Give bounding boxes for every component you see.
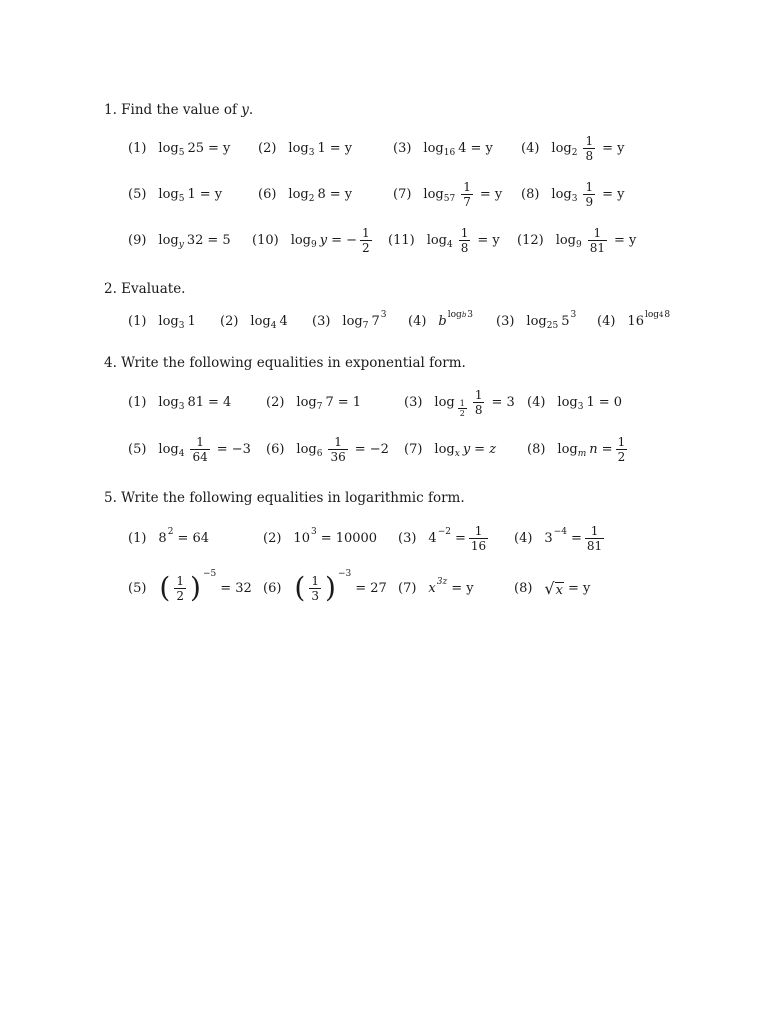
exponent: −5 <box>202 569 217 579</box>
expression <box>158 314 195 329</box>
item-number: (6) <box>258 186 277 202</box>
fraction <box>469 524 488 553</box>
expression <box>296 435 389 464</box>
numerator: 1 <box>362 225 370 240</box>
denominator: 8 <box>460 240 469 255</box>
rhs: = y <box>451 580 474 596</box>
numerator: 1 <box>474 523 483 538</box>
expression <box>158 527 210 546</box>
rhs: = y <box>602 140 625 156</box>
item-number: (3) <box>393 140 412 156</box>
exponent <box>645 310 670 320</box>
item-number: (10) <box>252 232 279 248</box>
log-fn: log <box>434 441 455 457</box>
expression <box>551 134 624 163</box>
power-base: 4 <box>428 530 437 546</box>
numerator: 1 <box>176 573 184 588</box>
log-base: x <box>454 449 460 459</box>
exponent-log: log <box>644 310 660 320</box>
item-number: (8) <box>521 186 540 202</box>
denominator: 2 <box>617 449 626 464</box>
exponent: 3 <box>570 310 577 320</box>
fraction <box>588 226 607 255</box>
rhs: = 32 <box>220 580 252 596</box>
item-number: (7) <box>393 186 412 202</box>
rhs: = −3 <box>216 441 251 457</box>
log-arg: 81 <box>187 394 205 410</box>
fraction <box>473 388 485 417</box>
expression <box>544 524 607 553</box>
item-number: (4) <box>514 530 533 546</box>
exponent: −2 <box>437 527 451 537</box>
expression <box>423 180 502 209</box>
expression <box>557 395 622 410</box>
rhs: = z <box>474 441 497 457</box>
fraction <box>459 226 471 255</box>
numerator: 1 <box>593 225 602 240</box>
log-fn: log <box>551 186 572 202</box>
numerator: 1 <box>617 434 626 449</box>
rhs: = y <box>208 140 231 156</box>
rhs: = 5 <box>207 232 231 248</box>
section-5-title: 5. Write the following equalities in logarithmic form. <box>104 490 465 506</box>
s1-item-6 <box>258 174 352 214</box>
fraction <box>309 574 321 603</box>
log-fn: log <box>158 441 179 457</box>
section-2-title: 2. Evaluate. <box>104 281 186 297</box>
log-base: 3 <box>178 321 185 331</box>
expression <box>544 579 590 598</box>
denominator: 16 <box>470 538 487 553</box>
log-fn: log <box>342 313 363 329</box>
log-arg: 1 <box>187 313 196 329</box>
numerator: 1 <box>585 179 594 194</box>
rhs: = <box>601 441 613 457</box>
rhs: = y <box>479 186 503 202</box>
denominator: 3 <box>311 588 319 603</box>
exponent-log-base: b <box>461 311 467 319</box>
log-fn: log <box>158 140 179 156</box>
log-base: 7 <box>362 321 369 331</box>
rhs: = y <box>470 140 493 156</box>
log-fn: log <box>551 140 572 156</box>
log-arg: y <box>462 441 471 457</box>
numerator: 1 <box>311 573 319 588</box>
expression <box>423 141 492 156</box>
exponent: −3 <box>337 569 352 579</box>
expression <box>158 187 222 202</box>
rhs: = 1 <box>337 394 362 410</box>
expression <box>158 395 231 410</box>
right-paren: ) <box>190 571 201 604</box>
item-number: (4) <box>527 394 546 410</box>
log-fn: log <box>250 313 271 329</box>
item-number: (1) <box>128 140 147 156</box>
rhs: = y <box>329 186 353 202</box>
fraction <box>461 180 473 209</box>
s1-item-8 <box>521 174 624 214</box>
exponent: 2 <box>167 527 174 537</box>
expression <box>556 226 637 255</box>
exponent: −4 <box>553 527 567 537</box>
exponent-log-base: 4 <box>659 311 664 319</box>
log-base: 7 <box>316 402 323 412</box>
s4-item-7 <box>404 429 496 469</box>
s2-item-3 <box>312 301 386 341</box>
item-number: (7) <box>404 441 423 457</box>
rhs: = − <box>331 232 358 248</box>
left-paren: ( <box>159 571 171 604</box>
numerator: 1 <box>334 434 342 449</box>
log-arg: 1 <box>317 140 326 156</box>
log-base: 9 <box>576 240 582 250</box>
log-base: 16 <box>443 148 456 158</box>
item-number: (3) <box>404 394 423 410</box>
log-base: 2 <box>571 148 578 158</box>
exponent <box>448 310 473 320</box>
rhs: = 10000 <box>320 530 378 546</box>
s5-item-4 <box>514 518 607 558</box>
expression <box>250 314 287 329</box>
fraction <box>583 134 595 163</box>
item-number: (8) <box>527 441 546 457</box>
fraction <box>190 435 209 464</box>
numerator: 1 <box>474 387 483 402</box>
s1-item-3 <box>393 128 493 168</box>
rhs: = y <box>567 580 591 596</box>
power-base: 8 <box>158 530 167 546</box>
radicand: x <box>555 582 563 598</box>
numerator: 1 <box>460 225 469 240</box>
fraction <box>328 435 347 464</box>
section-1-title-text: 1. Find the value of <box>104 102 242 118</box>
log-arg: 4 <box>279 313 288 329</box>
log-arg: 7 <box>371 313 380 329</box>
fraction <box>360 226 372 255</box>
log-fn: log <box>557 394 578 410</box>
s1-item-9 <box>128 220 231 260</box>
expression <box>291 226 375 255</box>
item-number: (7) <box>398 580 417 596</box>
item-number: (12) <box>517 232 544 248</box>
s2-item-5 <box>496 301 576 341</box>
exponent: 3 <box>380 310 387 320</box>
denominator: 8 <box>474 402 483 417</box>
log-base: 2 <box>308 194 315 204</box>
log-arg: 1 <box>187 186 196 202</box>
section-1-title-end: . <box>248 102 254 118</box>
log-fn: log <box>423 186 444 202</box>
log-fn: log <box>296 394 317 410</box>
rhs: = y <box>329 140 353 156</box>
exponent: 3z <box>436 577 448 587</box>
expression <box>288 187 352 202</box>
denominator: 64 <box>192 449 208 464</box>
log-arg: 4 <box>458 140 467 156</box>
log-base: m <box>577 449 587 459</box>
fraction <box>583 180 595 209</box>
denominator: 2 <box>362 240 370 255</box>
s2-item-2 <box>220 301 288 341</box>
rhs: = y <box>614 232 637 248</box>
expression <box>526 310 577 331</box>
denominator: 36 <box>330 449 346 464</box>
s2-item-1 <box>128 301 196 341</box>
item-number: (3) <box>398 530 417 546</box>
expression <box>428 577 474 596</box>
rhs: = <box>454 530 466 546</box>
expression <box>434 388 514 417</box>
expression <box>158 435 251 464</box>
item-number: (1) <box>128 394 147 410</box>
log-fn: log <box>288 186 309 202</box>
log-fn: log <box>158 232 179 248</box>
s5-item-3 <box>398 518 491 558</box>
item-number: (3) <box>312 313 331 329</box>
power-base: 16 <box>627 313 644 329</box>
numerator: 1 <box>196 434 204 449</box>
expression <box>342 310 387 331</box>
fraction <box>174 574 186 603</box>
log-arg: 1 <box>586 394 595 410</box>
expression <box>296 395 361 410</box>
s1-item-12 <box>517 220 636 260</box>
log-fn: log <box>158 313 179 329</box>
numerator: 1 <box>463 179 471 194</box>
rhs: = 3 <box>491 394 515 410</box>
log-fn: log <box>557 441 578 457</box>
item-number: (5) <box>128 441 147 457</box>
s4-item-6 <box>266 429 389 469</box>
log-base: 4 <box>447 240 453 250</box>
log-fn: log <box>426 232 447 248</box>
s4-item-4 <box>527 382 622 422</box>
s5-item-7 <box>398 568 474 608</box>
log-arg: n <box>589 441 598 457</box>
denominator: 7 <box>463 194 471 209</box>
s5-item-2 <box>263 518 377 558</box>
s1-item-2 <box>258 128 352 168</box>
item-number: (4) <box>408 313 427 329</box>
expression <box>557 435 630 464</box>
s1-item-11 <box>388 220 500 260</box>
log-fn: log <box>158 394 179 410</box>
expression <box>428 524 491 553</box>
log-arg: 25 <box>187 140 205 156</box>
log-base: 25 <box>546 321 559 331</box>
s1-item-5 <box>128 174 222 214</box>
expression <box>434 442 496 457</box>
log-arg: y <box>319 232 328 248</box>
rhs: = <box>570 530 582 546</box>
log-fn: log <box>296 441 317 457</box>
numerator: 1 <box>459 398 465 408</box>
log-base: 3 <box>178 402 185 412</box>
rhs: = −2 <box>354 441 389 457</box>
s2-item-6 <box>597 301 670 341</box>
rhs: = y <box>477 232 500 248</box>
fraction <box>616 435 628 464</box>
item-number: (5) <box>128 186 147 202</box>
numerator: 1 <box>590 523 599 538</box>
item-number: (2) <box>263 530 282 546</box>
denominator: 81 <box>589 240 606 255</box>
log-fn: log <box>423 140 444 156</box>
log-base: 57 <box>443 194 456 204</box>
log-base-fraction <box>458 399 467 418</box>
log-fn: log <box>288 140 309 156</box>
log-fn: log <box>290 232 311 248</box>
expression <box>158 233 230 248</box>
expression <box>627 310 671 329</box>
denominator: 9 <box>585 194 594 209</box>
item-number: (5) <box>128 580 147 596</box>
right-paren: ) <box>325 571 336 604</box>
log-fn: log <box>158 186 179 202</box>
s1-item-10 <box>252 220 375 260</box>
s2-item-4 <box>408 301 473 341</box>
left-paren: ( <box>294 571 306 604</box>
log-base: 4 <box>270 321 277 331</box>
expression <box>438 310 473 329</box>
power-base: x <box>428 580 436 596</box>
s4-item-2 <box>266 382 361 422</box>
power-base: 3 <box>544 530 553 546</box>
item-number: (1) <box>128 313 147 329</box>
rhs: = y <box>199 186 223 202</box>
exponent-log-arg: 8 <box>664 310 671 320</box>
denominator: 2 <box>459 408 465 418</box>
s4-item-1 <box>128 382 231 422</box>
s5-item-1 <box>128 518 209 558</box>
item-number: (2) <box>266 394 285 410</box>
item-number: (6) <box>263 580 282 596</box>
item-number: (9) <box>128 232 147 248</box>
log-fn: log <box>434 394 455 410</box>
s5-item-5 <box>128 568 252 608</box>
power-base: 10 <box>293 530 310 546</box>
item-number: (2) <box>220 313 239 329</box>
item-number: (3) <box>496 313 515 329</box>
square-root <box>544 579 564 598</box>
s5-item-6 <box>263 568 387 608</box>
section-1-title <box>104 102 253 118</box>
section-1-title-var: y <box>241 102 249 118</box>
log-base: 3 <box>577 402 584 412</box>
denominator: 2 <box>176 588 184 603</box>
s1-item-4 <box>521 128 624 168</box>
s4-item-3 <box>404 382 515 422</box>
log-arg: 5 <box>561 313 570 329</box>
log-base: y <box>178 240 184 250</box>
s4-item-8 <box>527 429 630 469</box>
log-arg: 8 <box>317 186 326 202</box>
expression <box>158 141 230 156</box>
radical-sign: √ <box>544 578 555 598</box>
item-number: (6) <box>266 441 285 457</box>
power-base: b <box>438 313 447 329</box>
log-fn: log <box>526 313 547 329</box>
log-base: 5 <box>178 148 185 158</box>
denominator: 81 <box>586 538 603 553</box>
exponent: 3 <box>310 527 317 537</box>
numerator: 1 <box>585 133 594 148</box>
rhs: = 27 <box>355 580 387 596</box>
exponent-log-arg: 3 <box>467 310 473 320</box>
expression <box>427 226 500 255</box>
expression <box>288 141 352 156</box>
exponent-log: log <box>447 310 462 320</box>
log-base: 3 <box>571 194 578 204</box>
rhs: = 4 <box>208 394 232 410</box>
log-base: 3 <box>308 148 315 158</box>
rhs: = y <box>602 186 625 202</box>
item-number: (4) <box>521 140 540 156</box>
s5-item-8 <box>514 568 590 608</box>
item-number: (1) <box>128 530 147 546</box>
section-4-title: 4. Write the following equalities in exponential form. <box>104 355 466 371</box>
log-base: 5 <box>178 194 185 204</box>
denominator: 8 <box>585 148 594 163</box>
log-base: 4 <box>178 449 185 459</box>
item-number: (2) <box>258 140 277 156</box>
item-number: (8) <box>514 580 533 596</box>
log-base: 6 <box>316 449 323 459</box>
log-arg: 7 <box>325 394 334 410</box>
fraction <box>585 524 604 553</box>
log-fn: log <box>555 232 576 248</box>
rhs: = 0 <box>598 394 623 410</box>
expression <box>293 527 378 546</box>
log-base: 9 <box>311 240 317 250</box>
expression <box>293 569 387 604</box>
log-arg: 32 <box>186 232 204 248</box>
expression <box>158 569 252 604</box>
rhs: = 64 <box>177 530 210 546</box>
s1-item-1 <box>128 128 230 168</box>
expression <box>551 180 624 209</box>
s4-item-5 <box>128 429 251 469</box>
item-number: (4) <box>597 313 616 329</box>
s1-item-7 <box>393 174 502 214</box>
item-number: (11) <box>388 232 415 248</box>
